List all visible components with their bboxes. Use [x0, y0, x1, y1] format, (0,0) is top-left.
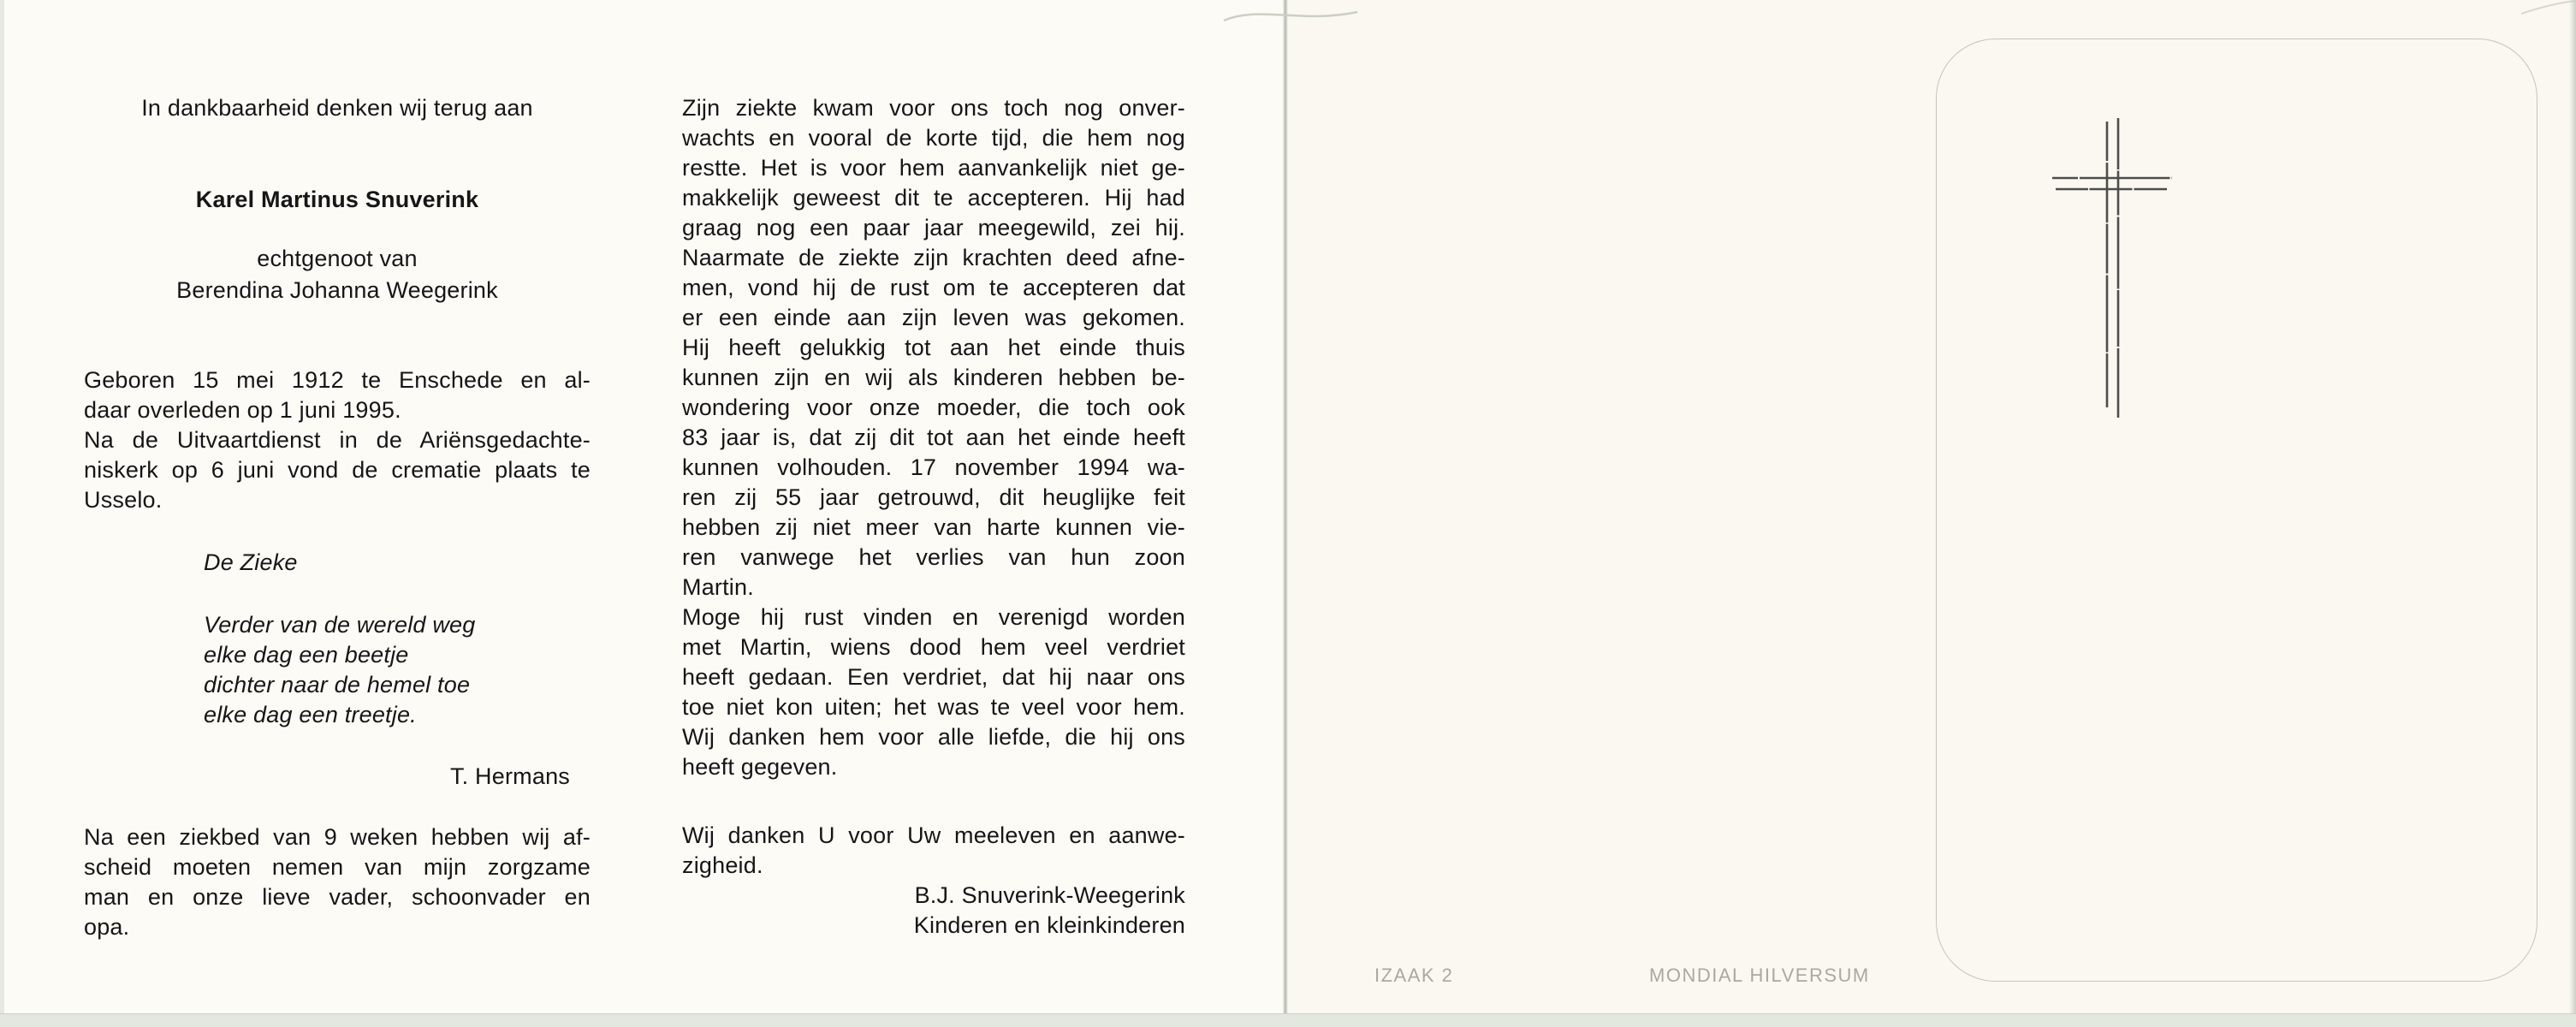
- farewell-paragraph: [84, 822, 591, 942]
- memorial-line: heeft gegeven.: [682, 754, 838, 780]
- left-text-column: [84, 93, 591, 942]
- memorial-line: 83 jaar is, dat zij dit tot aan het einde heeft: [682, 424, 1185, 450]
- text-line: Na de Uitvaartdienst in de Ariënsgedachte-: [84, 427, 591, 453]
- cover-card-outline: [1936, 39, 2537, 982]
- memorial-line: Moge hij rust vinden en verenigd worden: [682, 604, 1185, 630]
- printer-mark-right: MONDIAL HILVERSUM: [1649, 965, 1870, 986]
- memorial-line: ren zij 55 jaar getrouwd, dit heuglijke feit: [682, 484, 1185, 510]
- poem: [84, 610, 591, 730]
- text-line: opa.: [84, 914, 130, 940]
- poem-line: dichter naar de hemel toe: [204, 672, 471, 698]
- thanks-line: zigheid.: [682, 852, 763, 878]
- intro-line: In dankbaarheid denken wij terug aan: [141, 95, 533, 121]
- scanner-background-strip: [0, 1013, 2576, 1027]
- text-line: daar overleden op 1 juni 1995.: [84, 397, 401, 423]
- life-paragraph: [84, 365, 591, 515]
- text-line: scheid moeten nemen van mijn zorgzame: [84, 854, 591, 880]
- memorial-line: makkelijk geweest dit te accepteren. Hij had: [682, 185, 1185, 211]
- poem-author: T. Hermans: [449, 763, 570, 789]
- memorial-line: kunnen volhouden. 17 november 1994 wa-: [682, 454, 1185, 480]
- signature-block: [682, 881, 1185, 941]
- memorial-line: kunnen zijn en wij als kinderen hebben be-: [682, 365, 1185, 390]
- text-line: niskerk op 6 juni vond de crematie plaats te: [84, 457, 591, 483]
- memorial-line: restte. Het is voor hem aanvankelijk niet ge-: [682, 155, 1185, 181]
- right-text-column: [682, 93, 1185, 941]
- memorial-paragraphs: [682, 93, 1185, 782]
- memorial-line: graag nog een paar jaar meegewild, zei hij.: [682, 215, 1185, 240]
- spouse-label: echtgenoot van: [257, 246, 418, 271]
- poem-line: Verder van de wereld weg: [204, 612, 476, 638]
- printer-mark-left: IZAAK 2: [1374, 965, 1454, 986]
- memorial-line: Naarmate de ziekte zijn krachten deed afne-: [682, 245, 1185, 270]
- memorial-line: ren vanwege het verlies van hun zoon: [682, 544, 1185, 570]
- corner-curl-mark: [2521, 0, 2576, 17]
- memorial-line: Martin.: [682, 574, 754, 600]
- poem-title: De Zieke: [204, 549, 298, 575]
- spouse-name: Berendina Johanna Weegerink: [176, 277, 498, 303]
- memorial-line: toe niet kon uiten; het was te veel voor hem.: [682, 694, 1185, 720]
- memorial-line: wachts en vooral de korte tijd, die hem nog: [682, 125, 1185, 151]
- thanks-paragraph: [682, 821, 1185, 881]
- deceased-name: Karel Martinus Snuverink: [195, 187, 479, 212]
- text-line: Usselo.: [84, 487, 163, 513]
- cross-icon: [2051, 118, 2179, 419]
- memorial-line: Zijn ziekte kwam voor ons toch nog onver-: [682, 95, 1185, 121]
- memorial-line: heeft gedaan. Een verdriet, dat hij naar ons: [682, 664, 1185, 690]
- scan-edge-right: [2569, 0, 2576, 1027]
- poem-line: elke dag een treetje.: [204, 702, 417, 727]
- thanks-line: Wij danken U voor Uw meeleven en aanwe-: [682, 822, 1185, 848]
- signature-line: Kinderen en kleinkinderen: [913, 912, 1185, 938]
- text-line: Geboren 15 mei 1912 te Enschede en al-: [84, 367, 591, 393]
- text-line: Na een ziekbed van 9 weken hebben wij af-: [84, 824, 591, 850]
- fold-line: [1283, 0, 1288, 1020]
- scan-edge-left: [0, 0, 4, 1027]
- memorial-line: men, vond hij de rust om te accepteren dat: [682, 275, 1185, 300]
- poem-line: elke dag een beetje: [204, 642, 409, 668]
- memorial-line: Hij heeft gelukkig tot aan het einde thuis: [682, 335, 1185, 360]
- memorial-line: Wij danken hem voor alle liefde, die hij ons: [682, 724, 1185, 750]
- text-line: man en onze lieve vader, schoonvader en: [84, 884, 591, 910]
- memorial-line: met Martin, wiens dood hem veel verdriet: [682, 634, 1185, 660]
- memorial-line: er een einde aan zijn leven was gekomen.: [682, 305, 1185, 330]
- signature-line: B.J. Snuverink-Weegerink: [914, 882, 1185, 908]
- page-curl-mark: [1222, 2, 1359, 29]
- memorial-line: wondering voor onze moeder, die toch ook: [682, 395, 1185, 420]
- memorial-line: hebben zij niet meer van harte kunnen vie-: [682, 514, 1185, 540]
